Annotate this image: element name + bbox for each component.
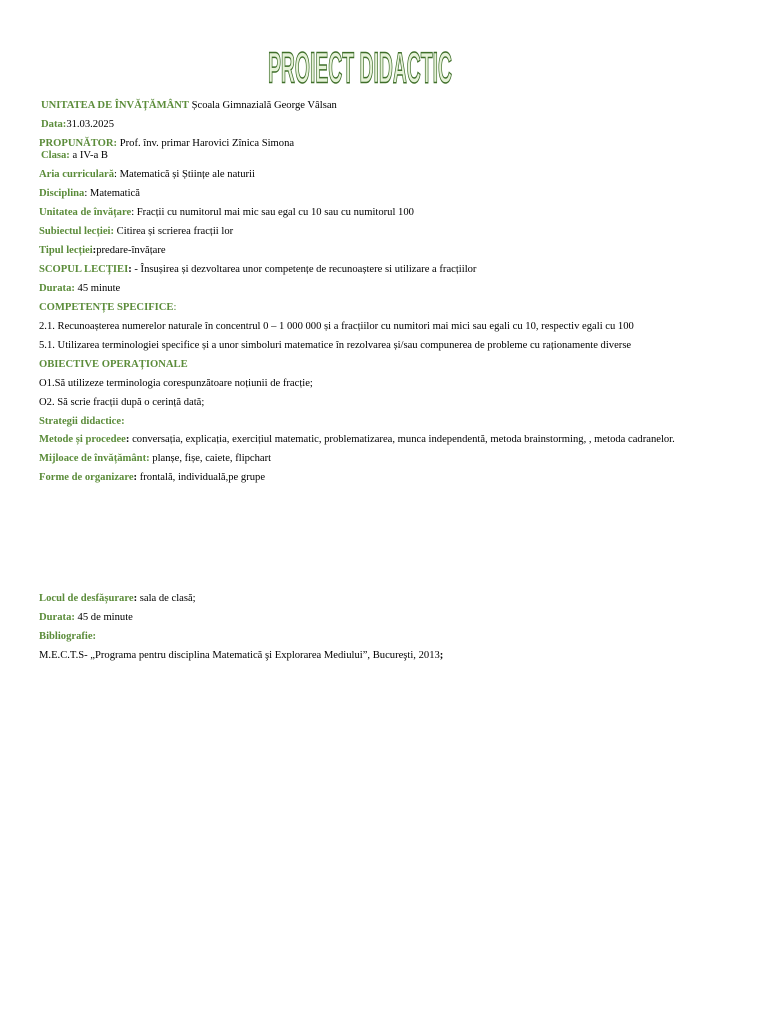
wordart-title — [262, 34, 458, 92]
forme-value: frontală, individuală,pe grupe — [137, 472, 266, 483]
mijloace-value: planșe, fișe, caiete, flipchart — [149, 453, 272, 464]
aria-label: Aria curriculară — [39, 169, 115, 180]
forme-label: Forme de organizare — [39, 472, 134, 483]
durata-footer-line — [39, 611, 133, 624]
bibliografie-heading: Bibliografie: — [39, 631, 97, 642]
propunator-value: Prof. înv. primar Harovici Zînica Simona — [119, 138, 295, 149]
competenta-item: 2.1. Recunoașterea numerelor naturale în concentrul 0 – 1 000 000 și a fracțiilor cu numitori mai mici sau egali cu 10, respectiv egali cu 100 — [39, 321, 634, 332]
unitatea-invatare-label: Unitatea de învățare — [39, 207, 132, 218]
competenta-item: 5.1. Utilizarea terminologiei specifice și a unor simboluri matematice în rezolvarea și/sau compunerea de probleme cu raționamente diverse — [39, 340, 632, 351]
bibliografie-end: ; — [439, 650, 444, 661]
clasa-line — [41, 149, 108, 162]
durata-footer-label: Durata: — [39, 612, 75, 623]
disciplina-value: : Matematică — [84, 188, 140, 199]
mijloace-line — [39, 452, 271, 465]
scopul-value: - Însușirea și dezvoltarea unor competențe de recunoaștere si utilizare a fracțiilor — [131, 264, 477, 275]
disciplina-label: Disciplina — [39, 188, 85, 199]
data-line — [41, 118, 114, 131]
mijloace-label: Mijloace de învățământ: — [39, 453, 150, 464]
obiective-heading: OBIECTIVE OPERAȚIONALE — [39, 359, 188, 370]
scopul-line: SCOPUL LECȚIEI: - Însușirea și dezvoltarea unor competențe de recunoaștere si utilizare a fracțiilor — [39, 264, 477, 275]
unitatea-line — [41, 99, 337, 112]
clasa-value: a IV-a B — [72, 150, 108, 161]
data-value: 31.03.2025 — [66, 119, 114, 130]
subiectul-line — [39, 225, 233, 238]
competente-label: COMPETENȚE SPECIFICE — [39, 302, 174, 313]
unitatea-invatare-value: : Fracții cu numitorul mai mic sau egal cu 10 sau cu numitorul 100 — [131, 207, 414, 218]
obiectiv-item: O2. Să scrie fracții după o cerință dată; — [39, 397, 205, 408]
strategii-heading: Strategii didactice: — [39, 416, 125, 427]
durata-footer-value: 45 de minute — [74, 612, 133, 623]
subiectul-label: Subiectul lecției: — [39, 226, 115, 237]
unitatea-invatare-line — [39, 206, 414, 219]
unitatea-label: UNITATEA DE ÎNVĂȚĂMÂNT — [41, 100, 189, 111]
data-label: Data: — [41, 119, 67, 130]
tipul-label: Tipul lecției — [39, 245, 93, 256]
metode-label: Metode și procedee — [39, 434, 126, 445]
metode-line: Metode și procedee: conversația, explicația, exercițiul matematic, problematizarea, munca independentă, metoda brainstorming, , metoda cadranelor. — [39, 434, 675, 445]
locul-line: Locul de desfășurare: sala de clasă; — [39, 593, 196, 604]
aria-value: : Matematică și Științe ale naturii — [114, 169, 255, 180]
propunator-label: PROPUNĂTOR: — [39, 138, 118, 149]
durata-value: 45 minute — [74, 283, 121, 294]
metode-value: conversația, explicația, exercițiul matematic, problematizarea, munca independentă, metoda brainstorming, , metoda cadranelor. — [129, 434, 675, 445]
tipul-value: predare-învățare — [96, 245, 166, 256]
competente-heading: COMPETENȚE SPECIFICE: — [39, 302, 177, 313]
bibliografie-line — [39, 649, 443, 662]
bibliografie-value: M.E.C.T.S- „Programa pentru disciplina Matematică şi Explorarea Mediului”, Bucureşti, 2013 — [39, 650, 440, 661]
durata-label: Durata: — [39, 283, 75, 294]
scopul-label: SCOPUL LECȚIEI — [39, 264, 129, 275]
title-svg — [262, 34, 458, 92]
locul-label: Locul de desfășurare — [39, 593, 134, 604]
locul-value: sala de clasă; — [137, 593, 196, 604]
obiectiv-item: O1.Să utilizeze terminologia corespunzătoare noțiunii de fracție; — [39, 378, 313, 389]
forme-line: Forme de organizare: frontală, individuală,pe grupe — [39, 472, 266, 483]
disciplina-line — [39, 187, 140, 200]
title-text: PROIECT DIDACTIC — [268, 42, 452, 92]
subiectul-value: Citirea și scrierea fracții lor — [114, 226, 234, 237]
tipul-line: Tipul lecției:predare-învățare — [39, 245, 166, 256]
aria-line — [39, 168, 255, 181]
durata-line — [39, 282, 120, 295]
clasa-label: Clasa: — [41, 150, 70, 161]
unitatea-value: Școala Gimnazială George Vâlsan — [191, 100, 337, 111]
